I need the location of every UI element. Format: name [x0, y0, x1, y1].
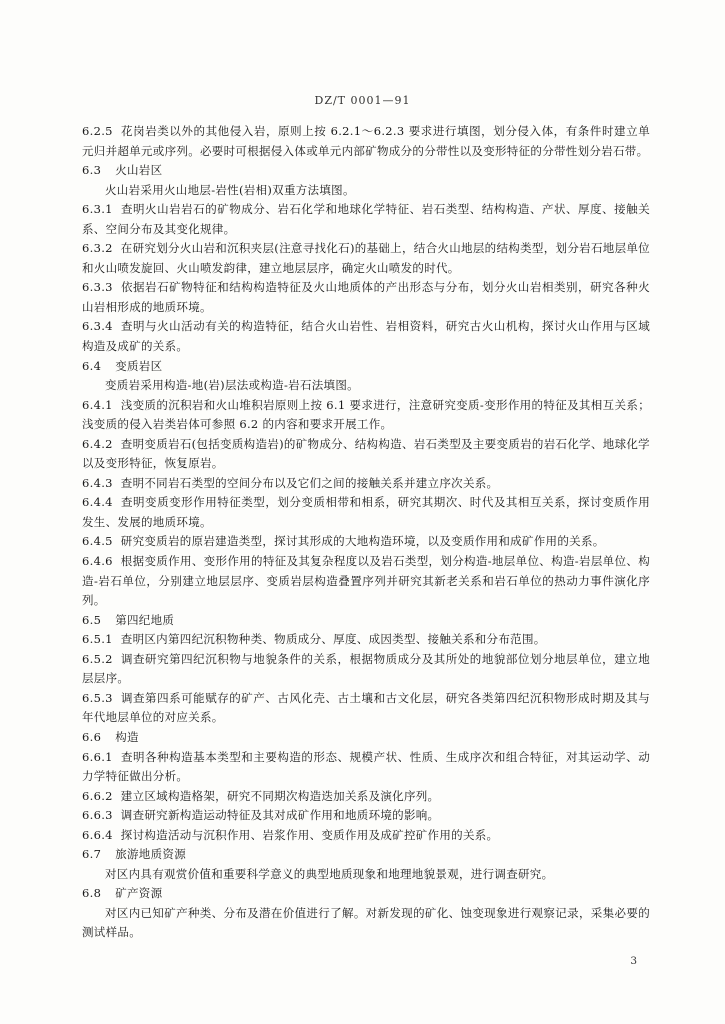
heading-text: 火山岩区 [115, 163, 163, 178]
clause-text: 调查研究新构造运动特征及其对成矿作用和地质环境的影响。 [120, 808, 440, 823]
clause-number: 6.6.4 [82, 827, 113, 842]
clause-number: 6.8 [82, 886, 102, 901]
clause-paragraph [82, 435, 650, 474]
clause-text: 调查研究第四纪沉积物与地貌条件的关系，根据物质成分及其所处的地貌部位划分地层单位，建立地层层序。 [82, 651, 650, 686]
clause-paragraph [82, 532, 650, 552]
clause-text: 查明各种构造基本类型和主要构造的形态、规模产状、性质、生成序次和组合特征，对其运动学、动力学特征做出分析。 [82, 749, 650, 784]
section-heading [82, 357, 650, 377]
clause-number: 6.3.2 [82, 241, 113, 256]
clause-number: 6.4.3 [82, 475, 113, 490]
section-heading [82, 728, 650, 748]
clause-text: 根据变质作用、变形作用的特征及其复杂程度以及岩石类型，划分构造-地层单位、构造-岩层单位、构造-岩石单位，分别建立地层层序、变质岩层构造叠置序列并研究其新老关系和岩石单位的热动力事件演化序列。 [82, 554, 650, 608]
clause-paragraph [82, 278, 650, 317]
heading-text: 变质岩区 [115, 358, 163, 373]
clause-text: 查明不同岩石类型的空间分布以及它们之间的接触关系并建立序次关系。 [120, 475, 499, 490]
clause-number: 6.3.1 [82, 202, 113, 217]
heading-text: 构造 [115, 729, 139, 744]
paragraph-text: 对区内具有观赏价值和重要科学意义的典型地质现象和地理地貌景观，进行调查研究。 [105, 866, 554, 881]
clause-number: 6.6.3 [82, 808, 113, 823]
paragraph-text: 变质岩采用构造-地(岩)层法或构造-岩石法填图。 [105, 378, 359, 393]
clause-number: 6.3 [82, 163, 102, 178]
clause-text: 浅变质的沉积岩和火山堆积岩原则上按 6.1 要求进行，注意研究变质-变形作用的特征及其相互关系；浅变质的侵入岩类岩体可参照 6.2 的内容和要求开展工作。 [82, 397, 650, 432]
clause-paragraph [82, 689, 650, 728]
clause-paragraph [82, 806, 650, 826]
clause-paragraph [82, 493, 650, 532]
clause-text: 查明变质变形作用特征类型，划分变质相带和相系，研究其期次、时代及其相互关系，探讨变质作用发生、发展的地质环境。 [82, 495, 650, 529]
clause-number: 6.5 [82, 612, 102, 627]
heading-text: 矿产资源 [115, 886, 163, 901]
clause-paragraph [82, 200, 650, 239]
clause-text: 依据岩石矿物特征和结构构造特征及火山地质体的产出形态与分布，划分火山岩相类别，研究各种火山岩相形成的地质环境。 [82, 280, 650, 314]
clause-paragraph [82, 787, 650, 807]
clause-number: 6.5.3 [82, 690, 113, 705]
clause-paragraph [82, 630, 650, 650]
clause-number: 6.4.1 [82, 397, 113, 412]
clause-number: 6.6.2 [82, 788, 113, 803]
clause-number: 6.4.2 [82, 436, 113, 451]
page-header: DZ/T 0001—91 [314, 94, 411, 107]
paragraph-text: 对区内已知矿产种类、分布及潜在价值进行了解。对新发现的矿化、蚀变现象进行观察记录，采集必要的测试样品。 [82, 905, 650, 940]
clause-paragraph [82, 552, 650, 611]
clause-paragraph [82, 650, 650, 689]
section-heading [82, 884, 650, 904]
heading-text: 第四纪地质 [115, 612, 175, 627]
clause-number: 6.6.1 [82, 749, 113, 764]
clause-paragraph [82, 396, 650, 435]
paragraph-text: 火山岩采用火山地层-岩性(岩相)双重方法填图。 [105, 182, 355, 197]
clause-number: 6.6 [82, 729, 102, 744]
clause-text: 研究变质岩的原岩建造类型，探讨其形成的大地构造环境，以及变质作用和成矿作用的关系。 [120, 534, 605, 549]
page-number: 3 [630, 955, 637, 967]
clause-text: 查明与火山活动有关的构造特征，结合火山岩性、岩相资料，研究古火山机构，探讨火山作用与区域构造及成矿的关系。 [82, 319, 650, 354]
clause-number: 6.4.4 [82, 495, 113, 510]
section-heading [82, 161, 650, 181]
clause-number: 6.3.3 [82, 280, 113, 295]
clause-text: 查明变质岩石(包括变质构造岩)的矿物成分、结构构造、岩石类型及主要变质岩的岩石化学、地球化学以及变形特征，恢复原岩。 [82, 436, 650, 471]
clause-text: 探讨构造活动与沉积作用、岩浆作用、变质作用及成矿控矿作用的关系。 [120, 827, 499, 842]
clause-paragraph [82, 239, 650, 278]
clause-text: 建立区域构造格架，研究不同期次构造迭加关系及演化序列。 [120, 788, 440, 803]
clause-number: 6.4.5 [82, 534, 113, 549]
clause-number: 6.7 [82, 847, 102, 862]
clause-number: 6.5.2 [82, 651, 113, 666]
section-heading [82, 845, 650, 865]
clause-paragraph [82, 826, 650, 846]
clause-text: 花岗岩类以外的其他侵入岩，原则上按 6.2.1～6.2.3 要求进行填图，划分侵入体，有条件时建立单元归并超单元或序列。必要时可根据侵入体或单元内部矿物成分的分带性以及变形特征的分带性划分岩石带。 [82, 124, 650, 158]
clause-paragraph [82, 317, 650, 356]
clause-number: 6.3.4 [82, 319, 113, 334]
clause-number: 6.5.1 [82, 632, 113, 647]
clause-paragraph [82, 122, 650, 161]
heading-text: 旅游地质资源 [115, 847, 187, 862]
clause-paragraph [82, 474, 650, 494]
clause-number: 6.2.5 [82, 124, 113, 138]
clause-text: 调查第四系可能赋存的矿产、古风化壳、古土壤和古文化层，研究各类第四纪沉积物形成时期及其与年代地层单位的对应关系。 [82, 690, 650, 725]
clause-text: 查明火山岩岩石的矿物成分、岩石化学和地球化学特征、岩石类型、结构构造、产状、厚度、接触关系、空间分布及其变化规律。 [82, 202, 650, 236]
section-heading [82, 611, 650, 631]
clause-number: 6.4 [82, 358, 102, 373]
clause-number: 6.4.6 [82, 554, 113, 569]
clause-text: 查明区内第四纪沉积物种类、物质成分、厚度、成因类型、接触关系和分布范围。 [120, 632, 546, 647]
document-body [82, 122, 650, 943]
clause-text: 在研究划分火山岩和沉积夹层(注意寻找化石)的基础上，结合火山地层的结构类型，划分岩石地层单位和火山喷发旋回、火山喷发韵律，建立地层层序，确定火山喷发的时代。 [82, 241, 650, 275]
clause-paragraph [82, 748, 650, 787]
